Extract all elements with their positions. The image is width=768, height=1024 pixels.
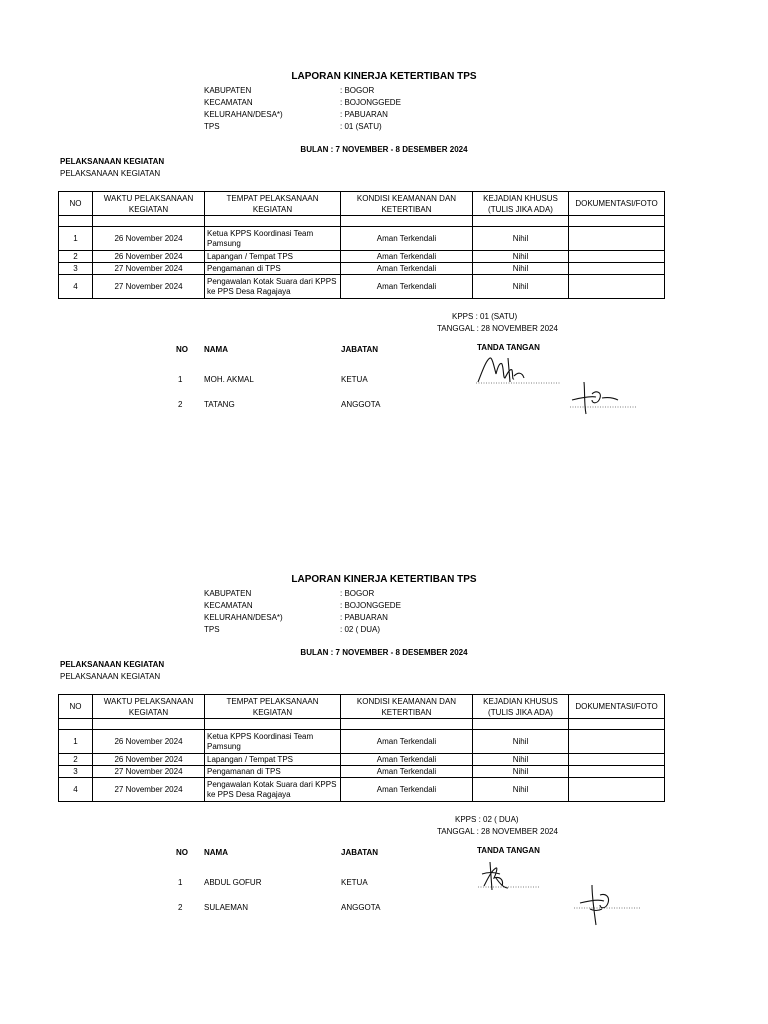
info-value-tps: : 01 (SATU) [340,122,382,131]
sig-header-no: NO [176,848,188,857]
signer-name: MOH. AKMAL [204,375,254,384]
period-label: BULAN : 7 NOVEMBER - 8 DESEMBER 2024 [300,648,468,657]
table-row: 3 27 November 2024 Pengamanan di TPS Aman Terkendali Nihil [59,263,665,275]
signature-image [472,352,562,388]
info-value-kelurahan: : PABUARAN [340,613,388,622]
signer-no: 1 [178,375,183,384]
report-tps-02 [0,503,768,1003]
activity-table [58,694,665,802]
signer-role: KETUA [341,878,368,887]
table-row: 2 26 November 2024 Lapangan / Tempat TPS Aman Terkendali Nihil [59,251,665,263]
sig-header-jabatan: JABATAN [341,848,379,857]
info-value-kelurahan: : PABUARAN [340,110,388,119]
header-kejadian: KEJADIAN KHUSUS (TULIS JIKA ADA) [473,192,569,216]
info-label-kabupaten: KABUPATEN [204,589,252,598]
signature-image [566,378,638,418]
section-subtitle: PELAKSANAAN KEGIATAN [60,169,161,178]
sig-header-tanda-tangan: TANDA TANGAN [477,846,540,855]
info-label-kecamatan: KECAMATAN [204,601,253,610]
info-label-tps: TPS [204,122,220,131]
signer-role: KETUA [341,375,368,384]
header-waktu: WAKTU PELAKSANAAN KEGIATAN [93,695,205,719]
sig-header-no: NO [176,345,188,354]
header-waktu: WAKTU PELAKSANAAN KEGIATAN [93,192,205,216]
table-header-row [59,695,665,719]
report-title: LAPORAN KINERJA KETERTIBAN TPS [291,574,477,585]
signer-no: 2 [178,400,183,409]
signer-role: ANGGOTA [341,903,381,912]
signature-image [570,881,642,929]
table-row: 1 26 November 2024 Ketua KPPS Koordinasi Team Pamsung Aman Terkendali Nihil [59,730,665,754]
header-dokumentasi: DOKUMENTASI/FOTO [569,192,665,216]
table-row: 2 26 November 2024 Lapangan / Tempat TPS Aman Terkendali Nihil [59,754,665,766]
signer-name: ABDUL GOFUR [204,878,262,887]
tanggal-label: TANGGAL : 28 NOVEMBER 2024 [437,827,558,836]
report-title: LAPORAN KINERJA KETERTIBAN TPS [291,71,477,82]
info-value-kabupaten: : BOGOR [340,589,375,598]
report-tps-01 [0,0,768,500]
section-title: PELAKSANAAN KEGIATAN [60,660,165,669]
sig-header-nama: NAMA [204,848,228,857]
info-value-kecamatan: : BOJONGGEDE [340,601,401,610]
sig-header-jabatan: JABATAN [341,345,379,354]
table-row: 4 27 November 2024 Pengawalan Kotak Suara dari KPPS ke PPS Desa Ragajaya Aman Terkendali Nihil [59,778,665,802]
info-label-kabupaten: KABUPATEN [204,86,252,95]
info-label-tps: TPS [204,625,220,634]
signature-image [474,858,544,894]
info-label-kelurahan: KELURAHAN/DESA*) [204,110,283,119]
header-kondisi: KONDISI KEAMANAN DAN KETERTIBAN [341,695,473,719]
header-tempat: TEMPAT PELAKSANAAN KEGIATAN [205,192,341,216]
info-value-kecamatan: : BOJONGGEDE [340,98,401,107]
table-spacer-row [59,719,665,730]
table-row: 4 27 November 2024 Pengawalan Kotak Suara dari KPPS ke PPS Desa Ragajaya Aman Terkendali Nihil [59,275,665,299]
signer-role: ANGGOTA [341,400,381,409]
signer-no: 1 [178,878,183,887]
signer-no: 2 [178,903,183,912]
sig-header-tanda-tangan: TANDA TANGAN [477,343,540,352]
header-no: NO [59,695,93,719]
signer-name: SULAEMAN [204,903,249,912]
header-kejadian: KEJADIAN KHUSUS (TULIS JIKA ADA) [473,695,569,719]
kpps-label: KPPS : 01 (SATU) [452,312,518,321]
signer-name: TATANG [204,400,235,409]
info-value-tps: : 02 ( DUA) [340,625,381,634]
activity-table [58,191,665,299]
header-kondisi: KONDISI KEAMANAN DAN KETERTIBAN [341,192,473,216]
info-label-kecamatan: KECAMATAN [204,98,253,107]
period-label: BULAN : 7 NOVEMBER - 8 DESEMBER 2024 [300,145,468,154]
section-subtitle: PELAKSANAAN KEGIATAN [60,672,161,681]
info-label-kelurahan: KELURAHAN/DESA*) [204,613,283,622]
section-title: PELAKSANAAN KEGIATAN [60,157,165,166]
sig-header-nama: NAMA [204,345,228,354]
table-header-row [59,192,665,216]
tanggal-label: TANGGAL : 28 NOVEMBER 2024 [437,324,558,333]
table-spacer-row [59,216,665,227]
info-value-kabupaten: : BOGOR [340,86,375,95]
header-dokumentasi: DOKUMENTASI/FOTO [569,695,665,719]
kpps-label: KPPS : 02 ( DUA) [455,815,519,824]
table-row: 3 27 November 2024 Pengamanan di TPS Aman Terkendali Nihil [59,766,665,778]
header-tempat: TEMPAT PELAKSANAAN KEGIATAN [205,695,341,719]
header-no: NO [59,192,93,216]
table-row: 1 26 November 2024 Ketua KPPS Koordinasi Team Pamsung Aman Terkendali Nihil [59,227,665,251]
